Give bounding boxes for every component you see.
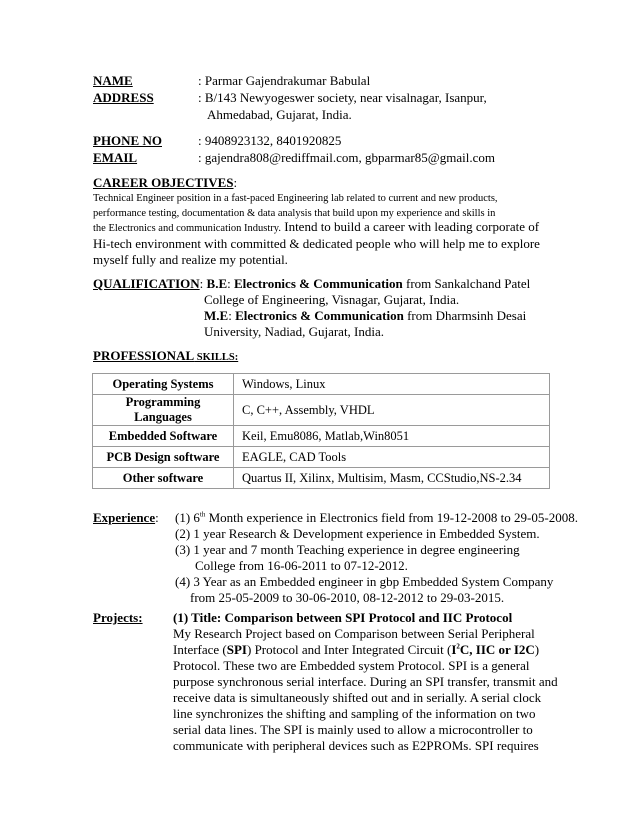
skill-value: EAGLE, CAD Tools xyxy=(234,447,550,468)
experience-colon: : xyxy=(155,510,159,525)
me-sep: : xyxy=(228,308,236,323)
address-label: ADDRESS xyxy=(93,90,154,105)
project-title: (1) Title: Comparison between SPI Protocol and IIC Protocol xyxy=(173,610,513,625)
project-line-part: ) Protocol and Inter Integrated Circuit ( xyxy=(247,642,452,657)
be-from: from Sankalchand Patel xyxy=(402,276,531,291)
project-line: purpose synchronous serial interface. During an SPI transfer, transmit and xyxy=(173,674,558,689)
career-line3 xyxy=(93,219,539,235)
name-value: : Parmar Gajendrakumar Babulal xyxy=(198,73,371,88)
qualification-colon: : xyxy=(199,276,207,291)
table-row xyxy=(93,426,550,447)
skills-heading xyxy=(93,347,238,365)
spi-bold: SPI xyxy=(226,642,247,657)
me-line2: University, Nadiad, Gujarat, India. xyxy=(204,324,385,339)
experience-item-1-pre: (1) 6 xyxy=(175,510,200,525)
career-colon: : xyxy=(233,175,238,190)
career-line3-rest: Intend to build a career with leading corporate of xyxy=(280,219,540,234)
i2c-bold-rest: C, IIC or I2C xyxy=(459,642,535,657)
i2c-superscript: 2 xyxy=(456,642,460,651)
skill-value: Keil, Emu8086, Matlab,Win8051 xyxy=(234,426,550,447)
me-from: from Dharmsinh Desai xyxy=(403,308,527,323)
project-line-part: Interface ( xyxy=(173,642,227,657)
experience-item-1-post: Month experience in Electronics field from 19-12-2008 to 29-05-2008. xyxy=(205,510,578,525)
skill-category: Other software xyxy=(93,468,234,489)
skill-category: Programming Languages xyxy=(93,395,234,426)
project-description xyxy=(173,626,558,754)
experience-item-1 xyxy=(175,510,578,526)
email-value: : gajendra808@rediffmail.com, gbparmar85@gmail.com xyxy=(198,150,495,165)
skills-table xyxy=(92,373,550,489)
project-line: receive data is simultaneously shifted out and in serially. A serial clock xyxy=(173,690,542,705)
qualification-be-line xyxy=(93,276,530,292)
project-line xyxy=(173,642,558,658)
project-line: communicate with peripheral devices such as E2PROMs. SPI requires xyxy=(173,738,539,753)
table-row xyxy=(93,395,550,426)
skill-category: Embedded Software xyxy=(93,426,234,447)
career-heading-line xyxy=(93,175,237,191)
project-line: Protocol. These two are Embedded system Protocol. SPI is a general xyxy=(173,658,530,673)
experience-item-3-line1: (3) 1 year and 7 month Teaching experience in degree engineering xyxy=(175,542,520,557)
skills-heading-a: PROFESSIONAL xyxy=(93,348,195,363)
be-sep: : xyxy=(227,276,235,291)
career-line1: Technical Engineer position in a fast-paced Engineering lab related to current and new products, xyxy=(93,193,498,204)
phone-value: : 9408923132, 8401920825 xyxy=(198,133,342,148)
career-heading: CAREER OBJECTIVES xyxy=(93,175,234,190)
address-line1: : B/143 Newyogeswer society, near visalnagar, Isanpur, xyxy=(198,90,487,105)
qualification-heading: QUALIFICATION xyxy=(93,276,200,291)
skill-category: Operating Systems xyxy=(93,374,234,395)
experience-item-3-line2: College from 16-06-2011 to 07-12-2012. xyxy=(195,558,408,573)
be-branch: Electronics & Communication xyxy=(234,276,403,291)
experience-item-4-line1: (4) 3 Year as an Embedded engineer in gbp Embedded System Company xyxy=(175,574,554,589)
experience-heading-line xyxy=(93,510,159,526)
project-line-part: ) xyxy=(534,642,540,657)
me-branch: Electronics & Communication xyxy=(235,308,404,323)
project-line: serial data lines. The SPI is mainly used to allow a microcontroller to xyxy=(173,722,533,737)
project-line: My Research Project based on Comparison between Serial Peripheral xyxy=(173,626,535,641)
skill-value: Windows, Linux xyxy=(234,374,550,395)
table-row xyxy=(93,468,550,489)
table-row xyxy=(93,374,550,395)
career-line4: Hi-tech environment with committed & dedicated people who will help me to explore xyxy=(93,236,540,251)
name-label: NAME xyxy=(93,73,133,88)
experience-heading: Experience xyxy=(93,510,156,525)
experience-item-2: (2) 1 year Research & Development experience in Embedded System. xyxy=(175,526,540,541)
career-line2: performance testing, documentation & data analysis that build upon my experience and skills in xyxy=(93,208,496,219)
be-line2: College of Engineering, Visnagar, Gujarat, India. xyxy=(204,292,460,307)
experience-item-1-sup: th xyxy=(199,510,206,519)
skill-value: C, C++, Assembly, VHDL xyxy=(234,395,550,426)
me-degree: M.E xyxy=(204,308,229,323)
i2c-bold-i: I xyxy=(451,642,457,657)
table-row xyxy=(93,447,550,468)
skill-value: Quartus II, Xilinx, Multisim, Masm, CCStudio,NS-2.34 xyxy=(234,468,550,489)
career-line5: myself fully and realize my potential. xyxy=(93,252,288,267)
career-line3-small: the Electronics and communication Industry. xyxy=(93,223,281,234)
qualification-me-line xyxy=(204,308,526,324)
project-line: line synchronizes the shifting and sampling of the information on two xyxy=(173,706,536,721)
skill-category: PCB Design software xyxy=(93,447,234,468)
experience-item-4-line2: from 25-05-2009 to 30-06-2010, 08-12-2012 to 29-03-2015. xyxy=(190,590,505,605)
projects-heading: Projects: xyxy=(93,610,143,625)
phone-label: PHONE NO xyxy=(93,133,162,148)
be-degree: B.E xyxy=(206,276,228,291)
address-line2: Ahmedabad, Gujarat, India. xyxy=(207,107,352,122)
email-label: EMAIL xyxy=(93,150,138,165)
skills-heading-b: SKILLS: xyxy=(194,352,239,363)
